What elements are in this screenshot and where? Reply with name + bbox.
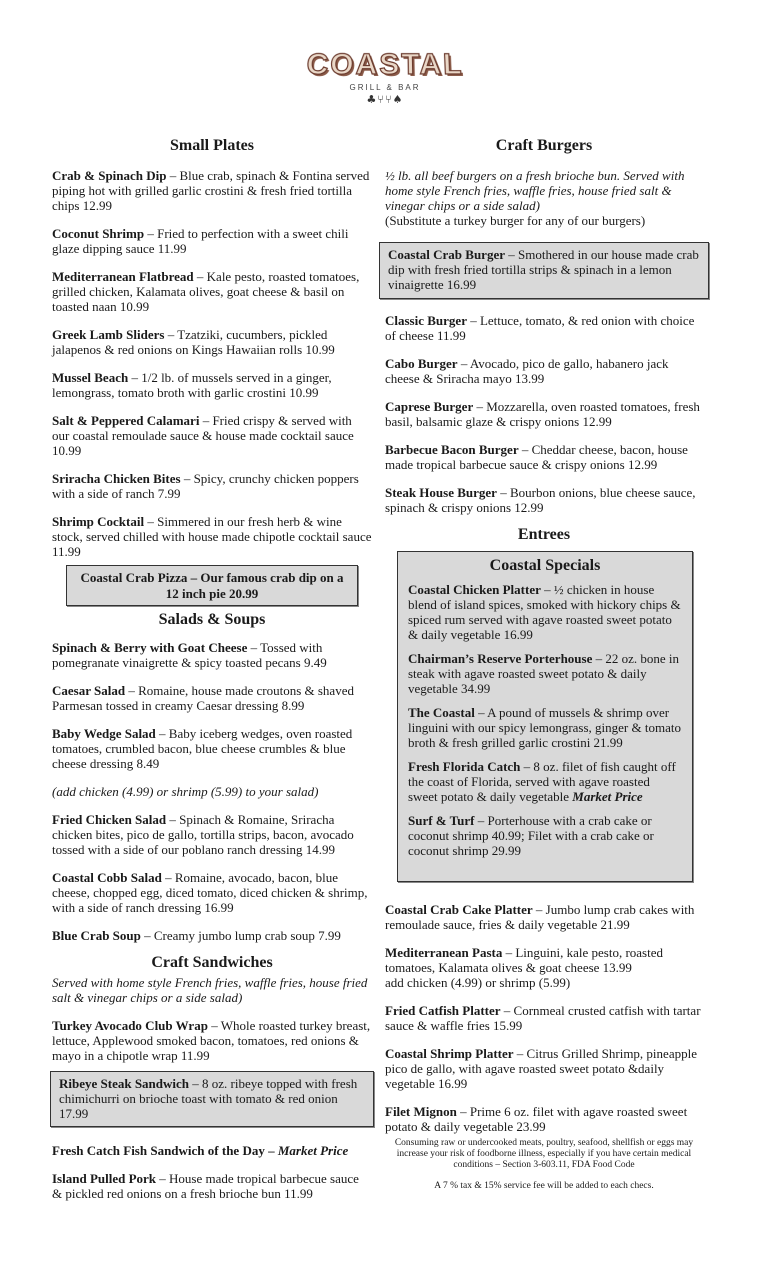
section-title-craft-sandwiches: Craft Sandwiches [151, 954, 273, 971]
featured-crab-pizza: Coastal Crab Pizza – Our famous crab dip on a 12 inch pie 20.99 [66, 565, 358, 606]
menu-item [388, 247, 700, 292]
item-desc: – Mozzarella, oven roasted tomatoes, fresh basil, balsamic glaze & crispy onions 12.99 [385, 399, 700, 429]
item-name: Mussel Beach [52, 370, 129, 385]
small-plates-section [52, 136, 372, 606]
item-name: Turkey Avocado Club Wrap [52, 1018, 208, 1033]
item-desc: – Citrus Grilled Shrimp, pineapple pico de gallo, with agave roasted sweet potato &daily vegetable 16.99 [385, 1046, 697, 1091]
item-name: Coastal Chicken Platter [408, 582, 541, 597]
item-name: Coastal Crab Cake Platter [385, 902, 533, 917]
food-safety-disclaimer: Consuming raw or undercooked meats, poultry, seafood, shellfish or eggs may increase your risk of foodborne illness, especially if you have certain medical conditions – Section 3-603.11, FDA Food Code [394, 1138, 694, 1170]
left-column [52, 136, 372, 1214]
menu-item [52, 812, 372, 857]
item-desc: – 8 oz. ribeye topped with fresh chimichurri on brioche toast with tomato & red onion 17.99 [59, 1076, 358, 1121]
menu-item [385, 399, 703, 429]
logo-wordmark: COASTAL [305, 48, 465, 82]
menu-item [385, 313, 703, 343]
item-desc: – House made tropical barbecue sauce & pickled red onions on a fresh brioche bun 11.99 [52, 1171, 359, 1201]
fork-knife-spoon-icon: ♣⑂⑂♠ [366, 93, 404, 106]
item-name: Coastal Crab Burger [388, 247, 505, 262]
restaurant-logo [300, 48, 470, 120]
item-desc: – Prime 6 oz. filet with agave roasted sweet potato & daily vegetable 23.99 [385, 1104, 688, 1134]
craft-burgers-section [385, 136, 703, 515]
section-title-entrees: Entrees [517, 526, 571, 543]
menu-item [52, 683, 372, 713]
item-desc: – Whole roasted turkey breast, lettuce, Applewood smoked bacon, tomatoes, red onions & mayo in a chipotle wrap 11.99 [52, 1018, 371, 1063]
menu-item [52, 327, 372, 357]
menu-item [52, 471, 372, 501]
menu-item [408, 705, 682, 750]
item-desc: – Spinach & Romaine, Sriracha chicken bites, pico de gallo, tortilla strips, bacon, avocado tossed with a side of our poblano ranch dressing 14.99 [52, 812, 354, 857]
item-name: Mediterranean Pasta [385, 945, 503, 960]
menu-item [52, 1018, 372, 1063]
specials-title: Coastal Specials [489, 557, 601, 574]
item-desc: – Baby iceberg wedges, oven roasted tomatoes, crumbled bacon, blue cheese crumbles & blue cheese dressing 8.49 [52, 726, 353, 771]
item-price: Market Price [277, 1143, 349, 1158]
entrees-section [385, 525, 703, 1134]
logo-subtitle: GRILL & BAR [349, 83, 421, 92]
item-name: Baby Wedge Salad [52, 726, 156, 741]
item-desc: – Creamy jumbo lump crab soup 7.99 [140, 928, 341, 943]
item-addon: add chicken (4.99) or shrimp (5.99) [385, 975, 571, 990]
item-desc: – Kale pesto, roasted tomatoes, grilled chicken, Kalamata olives, goat cheese & basil on toasted naan 10.99 [52, 269, 360, 314]
item-name: The Coastal [408, 705, 475, 720]
item-desc: – Fried crispy & served with our coastal remoulade sauce & house made cocktail sauce 10.99 [52, 413, 354, 458]
item-desc: – Bourbon onions, blue cheese sauce, spinach & crispy onions 12.99 [385, 485, 696, 515]
item-name: Blue Crab Soup [52, 928, 141, 943]
section-title-small-plates: Small Plates [170, 137, 254, 154]
right-column [385, 136, 703, 1191]
item-name: Coastal Shrimp Platter [385, 1046, 514, 1061]
item-name: Barbecue Bacon Burger [385, 442, 519, 457]
menu-item [408, 759, 682, 804]
item-desc: – 1/2 lb. of mussels served in a ginger, lemongrass, tomato broth with garlic crostini 10.99 [52, 370, 332, 400]
item-desc: – Cheddar cheese, bacon, house made tropical barbecue sauce & crispy onions 12.99 [385, 442, 688, 472]
item-desc: – 8 oz. filet of fish caught off the coast of Florida, served with agave roasted sweet potato & daily vegetable [408, 759, 676, 804]
item-desc: – Jumbo lump crab cakes with remoulade sauce, fries & daily vegetable 21.99 [385, 902, 695, 932]
salad-addon-note: (add chicken (4.99) or shrimp (5.99) to your salad) [52, 784, 319, 799]
item-desc: – Avocado, pico de gallo, habanero jack cheese & Sriracha mayo 13.99 [385, 356, 669, 386]
menu-item [52, 1171, 372, 1201]
item-desc: – ½ chicken in house blend of island spices, smoked with hickory chips & spiced rum served with agave roasted sweet potato & daily vegetable 16.99 [408, 582, 681, 642]
item-name: Fried Catfish Platter [385, 1003, 501, 1018]
item-name: Spinach & Berry with Goat Cheese [52, 640, 248, 655]
item-desc: – Romaine, avocado, bacon, blue cheese, chopped egg, diced tomato, diced chicken & shrimp, with a side of ranch dressing 16.99 [52, 870, 368, 915]
item-desc: – Cornmeal crusted catfish with tartar sauce & waffle fries 15.99 [385, 1003, 701, 1033]
menu-item [408, 813, 682, 858]
menu-item [52, 928, 372, 943]
item-desc: – Smothered in our house made crab dip with fresh fried tortilla strips & spinach in a lemon vinaigrette 16.99 [388, 247, 699, 292]
item-name: Island Pulled Pork [52, 1171, 157, 1186]
item-name: Sriracha Chicken Bites [52, 471, 181, 486]
item-name: Caprese Burger [385, 399, 474, 414]
menu-item [52, 370, 372, 400]
item-name: Fresh Florida Catch [408, 759, 521, 774]
item-desc: – Fried to perfection with a sweet chili glaze dipping sauce 11.99 [52, 226, 349, 256]
item-desc: – Romaine, house made croutons & shaved Parmesan tossed in creamy Caesar dressing 8.99 [52, 683, 354, 713]
item-desc: – Spicy, crunchy chicken poppers with a side of ranch 7.99 [52, 471, 359, 501]
menu-item [385, 442, 703, 472]
menu-item [385, 356, 703, 386]
item-name: Steak House Burger [385, 485, 497, 500]
item-desc: – Simmered in our fresh herb & wine stock, served chilled with house made chipotle cocktail sauce 11.99 [52, 514, 372, 559]
menu-item [408, 582, 682, 642]
featured-crab-burger [379, 242, 709, 299]
item-name: Surf & Turf [408, 813, 475, 828]
menu-item [52, 514, 372, 559]
menu-item [385, 1104, 703, 1134]
item-name: Coastal Cobb Salad [52, 870, 162, 885]
burgers-substitute-note: (Substitute a turkey burger for any of our burgers) [385, 213, 646, 228]
item-name: Crab & Spinach Dip [52, 168, 167, 183]
item-desc: – 22 oz. bone in steak with agave roasted sweet potato & daily vegetable 34.99 [408, 651, 680, 696]
item-name: Mediterranean Flatbread [52, 269, 194, 284]
menu-item [52, 226, 372, 256]
item-name: Fresh Catch Fish Sandwich of the Day – [52, 1143, 278, 1158]
menu-item [385, 1003, 703, 1033]
section-title-craft-burgers: Craft Burgers [495, 137, 593, 154]
item-name: Caesar Salad [52, 683, 126, 698]
featured-ribeye-sandwich [50, 1071, 374, 1127]
item-name: Greek Lamb Sliders [52, 327, 165, 342]
menu-item [385, 902, 703, 932]
menu-item [408, 651, 682, 696]
menu-item [52, 1143, 372, 1158]
item-desc: – Tzatziki, cucumbers, pickled jalapenos & red onions on Kings Hawaiian rolls 10.99 [52, 327, 335, 357]
coastal-specials-box [397, 551, 693, 882]
menu-item [52, 413, 372, 458]
item-price: Market Price [572, 789, 643, 804]
menu-item [52, 870, 372, 915]
item-name: Chairman’s Reserve Porterhouse [408, 651, 593, 666]
item-name: Filet Mignon [385, 1104, 457, 1119]
item-desc: – A pound of mussels & shrimp over linguini with our spicy lemongrass, ginger & tomato broth & fresh grilled garlic crostini 21.99 [408, 705, 681, 750]
item-desc: – Lettuce, tomato, & red onion with choice of cheese 11.99 [385, 313, 695, 343]
item-name: Cabo Burger [385, 356, 458, 371]
item-name: Ribeye Steak Sandwich [59, 1076, 190, 1091]
menu-item [52, 640, 372, 670]
item-desc: – Blue crab, spinach & Fontina served piping hot with grilled garlic crostini & fresh fried tortilla chips 12.99 [52, 168, 370, 213]
item-desc: – Porterhouse with a crab cake or coconut shrimp 40.99; Filet with a crab cake or coconut shrimp 29.99 [408, 813, 654, 858]
item-desc: – Linguini, kale pesto, roasted tomatoes, Kalamata olives & goat cheese 13.99 [385, 945, 664, 975]
menu-item [52, 269, 372, 314]
menu-item [59, 1076, 365, 1121]
menu-item [385, 945, 703, 990]
craft-sandwiches-section [52, 953, 372, 1201]
item-desc: – Tossed with pomegranate vinaigrette & spicy toasted pecans 9.49 [52, 640, 327, 670]
menu-item [385, 1046, 703, 1091]
menu-item [52, 726, 372, 771]
item-name: Salt & Peppered Calamari [52, 413, 200, 428]
sandwiches-subtitle: Served with home style French fries, waffle fries, house fried salt & vinegar chips or a side salad) [52, 975, 368, 1005]
burgers-intro: ½ lb. all beef burgers on a fresh brioche bun. Served with home style French fries, waffle fries, house fried salt & vinegar chips or a side salad) [385, 168, 685, 213]
salads-soups-section [52, 610, 372, 943]
item-name: Fried Chicken Salad [52, 812, 167, 827]
item-name: Classic Burger [385, 313, 467, 328]
item-name: Shrimp Cocktail [52, 514, 145, 529]
menu-item [385, 485, 703, 515]
menu-item [52, 168, 372, 213]
item-name: Coconut Shrimp [52, 226, 145, 241]
section-title-salads-soups: Salads & Soups [158, 611, 266, 628]
tax-service-note: A 7 % tax & 15% service fee will be added to each checs. [434, 1181, 654, 1191]
